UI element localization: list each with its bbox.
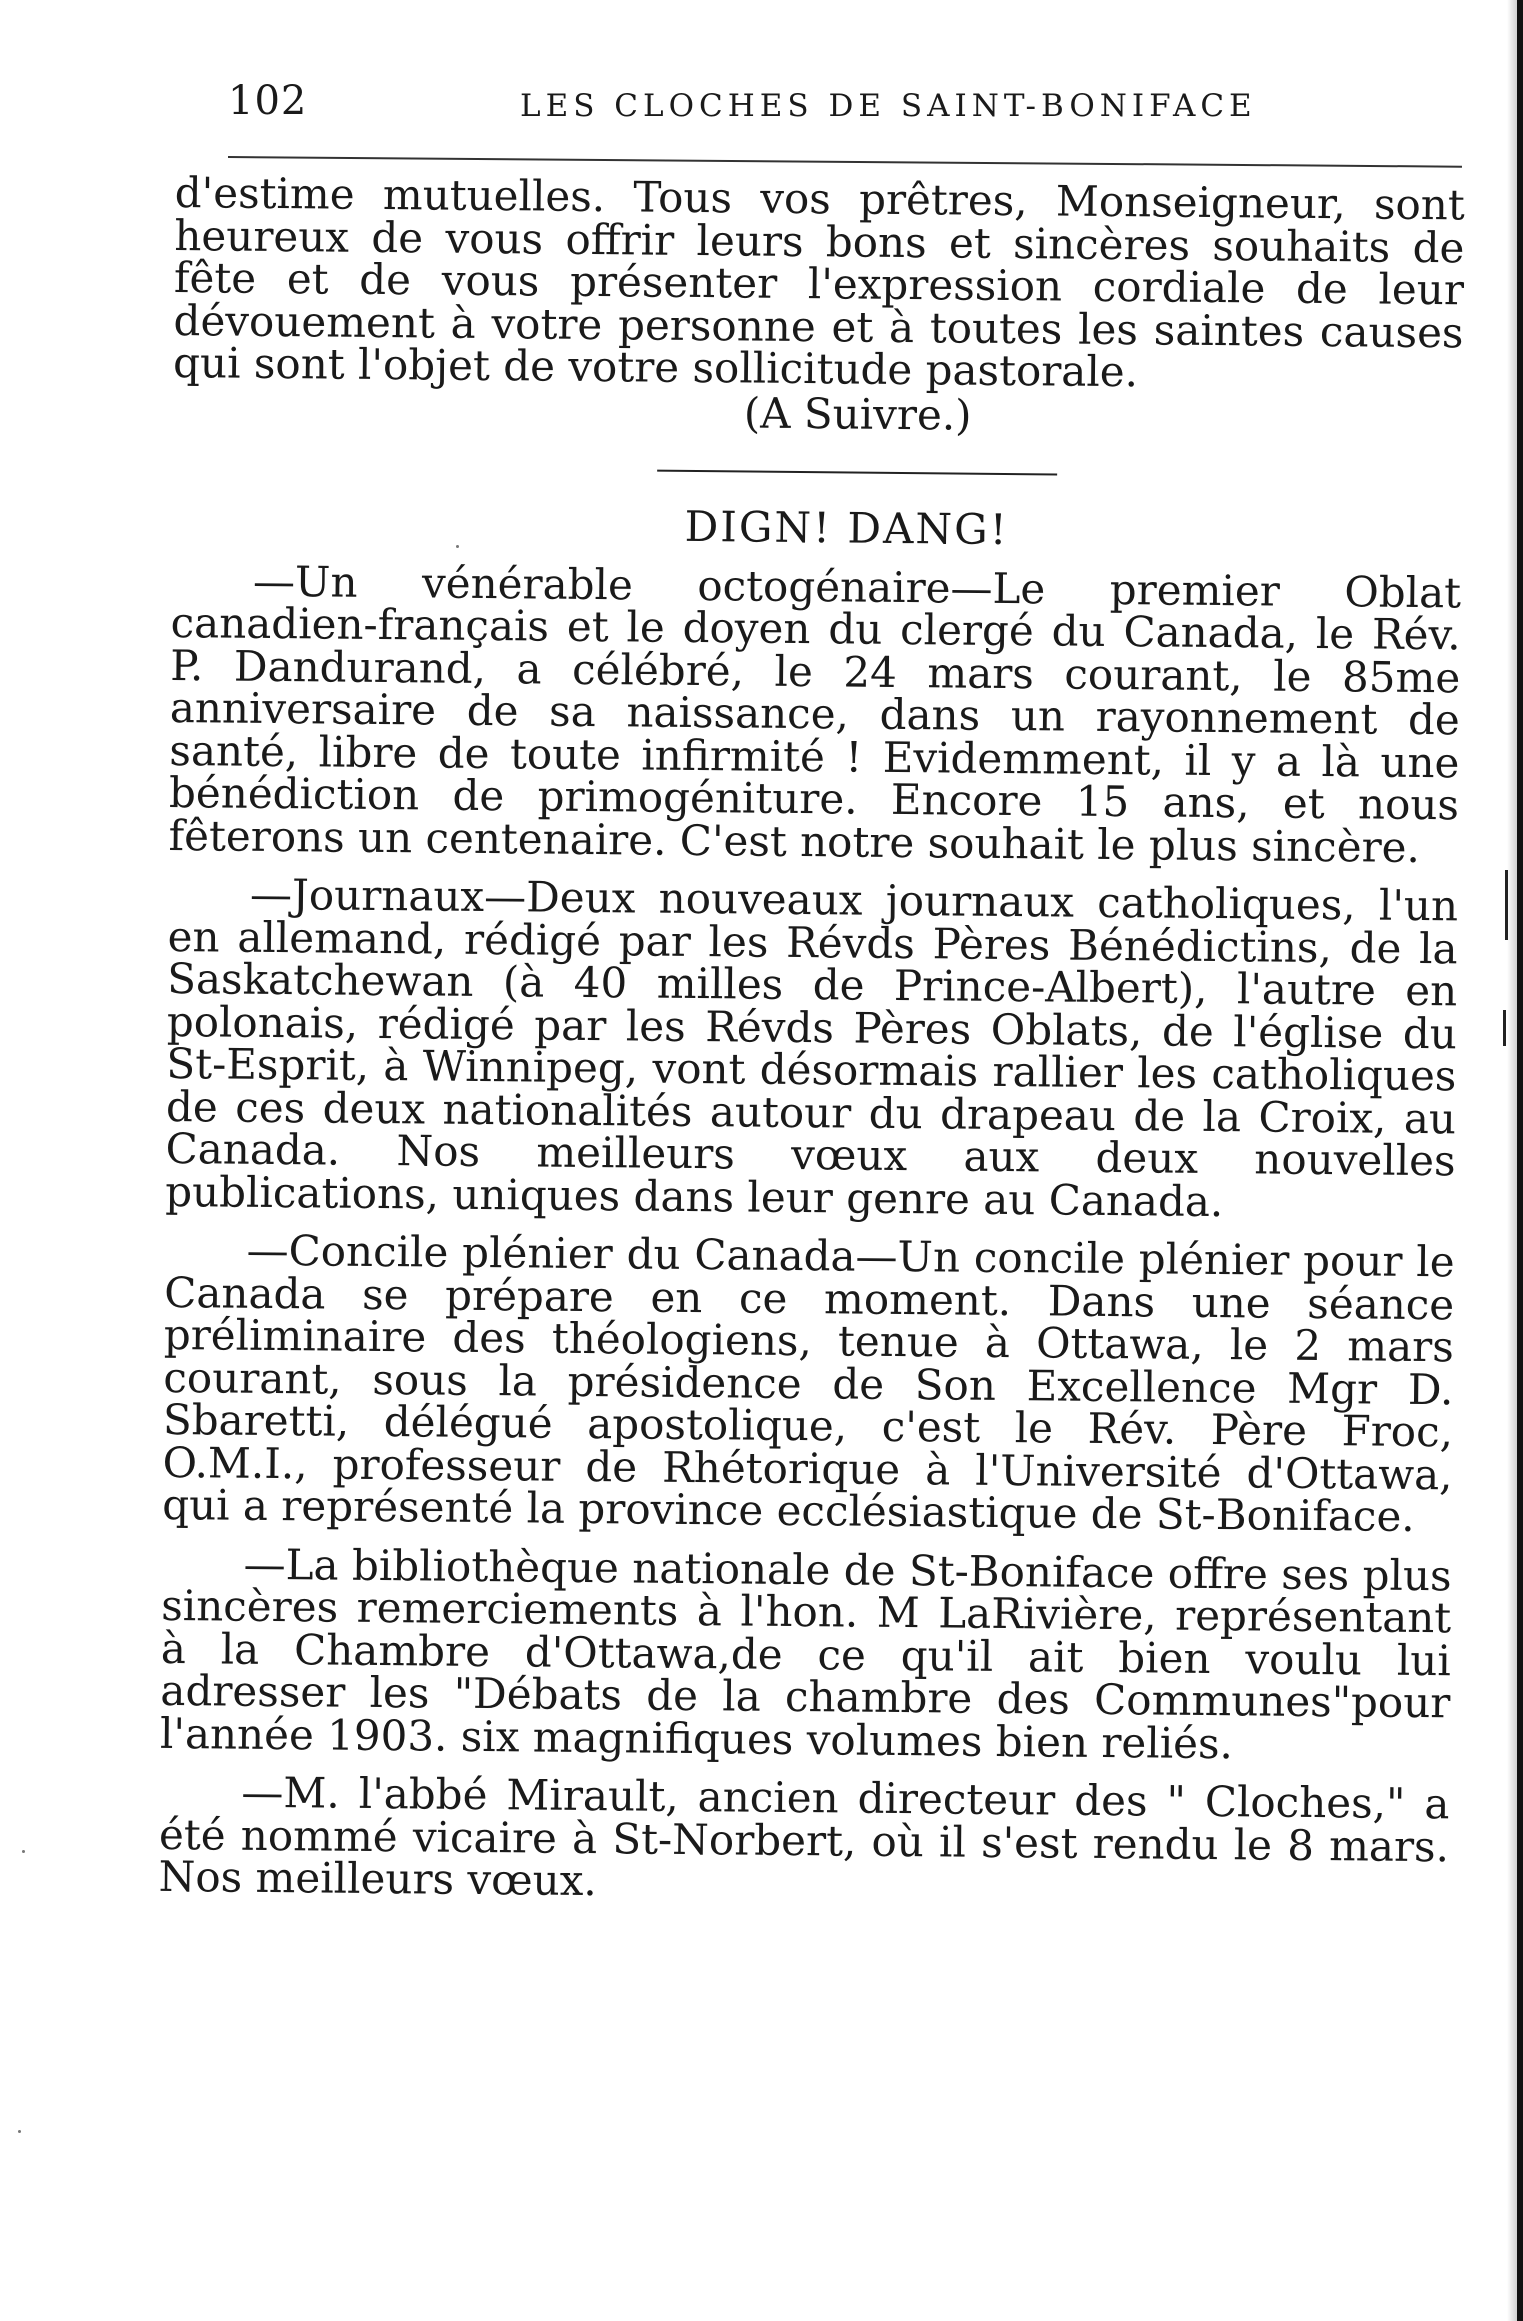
news-item-mirault: —M. l'abbé Mirault, ancien directeur des " Cloches," a été nommé vicaire à St-Norbert, où il s'est rendu le 8 mars. Nos meilleurs vœux. — [158, 1767, 1450, 1906]
section-divider — [657, 470, 1057, 476]
page-number: 102 — [228, 78, 308, 124]
print-speck — [456, 545, 459, 548]
news-item-journaux: —Journaux—Deux nouveaux journaux catholiques, l'un en allemand, rédigé par les Révds Pères Bénédictins, de la Saskatchewan (à 40 milles de Prince-Albert), l'autre en polonais, rédigé par les Révds Pères Oblats, de l'église du St-Esprit, à Winnipeg, vont désormais rallier les catholiques de ces deux nationalités autour du drapeau de la Croix, au Canada. Nos meilleurs vœux aux deux nouvelles publications, uniques dans leur genre au Canada. — [164, 869, 1459, 1226]
page-header — [228, 78, 1460, 138]
continuation-paragraph: d'estime mutuelles. Tous vos prêtres, Monseigneur, sont heureux de vous offrir leurs bons et sincères souhaits de fête et de vous présenter l'expression cordiale de leur dévouement à votre personne et à toutes les saintes causes qui sont l'objet de votre sollicitude pastorale. — [172, 168, 1465, 397]
print-speck — [18, 2130, 21, 2133]
header-rule — [228, 156, 1462, 168]
news-items — [158, 556, 1462, 1910]
to-be-continued: (A Suivre.) — [743, 387, 972, 440]
article-body — [158, 168, 1465, 1927]
news-item-concile: —Concile plénier du Canada—Un concile plénier pour le Canada se prépare en ce moment. Dans une séance préliminaire des théologiens, tenue à Ottawa, le 2 mars courant, sous la présidence de Son Excellence Mgr D. Sbaretti, délégué apostolique, c'est le Rév. Père Froc, O.M.I., professeur de Rhétorique à l'Université d'Ottawa, qui a représenté la province ecclésiastique de St-Boniface. — [161, 1225, 1455, 1541]
page-edge-shadow — [1507, 0, 1517, 2321]
print-speck — [22, 1850, 25, 1853]
news-item-bibliotheque: —La bibliothèque nationale de St-Boniface offre ses plus sincères remerciements à l'hon. M LaRivière, représentant à la Chambre d'Ottawa,de ce qu'il ait bien voulu lui adresser les "Débats de la chambre des Communes"pour l'année 1903. six magnifiques volumes bien reliés. — [159, 1539, 1452, 1768]
margin-mark — [1505, 870, 1508, 940]
section-title: DIGN! DANG! — [684, 501, 1009, 555]
running-title: LES CLOCHES DE SAINT-BONIFACE — [520, 88, 1257, 124]
news-item-octogenaire: —Un vénérable octogénaire—Le premier Oblat canadien-français et le doyen du clergé du Canada, le Rév. P. Dandurand, a célébré, le 24 mars courant, le 85me anniversaire de sa naissance, dans un rayonnement de santé, libre de toute infirmité ! Evidemment, il y a là une bénédiction de primogéniture. Encore 15 ans, et nous fêterons un centenaire. C'est notre souhait le plus sincère. — [168, 556, 1462, 872]
page-edge — [1517, 0, 1523, 2321]
margin-mark — [1503, 1010, 1506, 1046]
